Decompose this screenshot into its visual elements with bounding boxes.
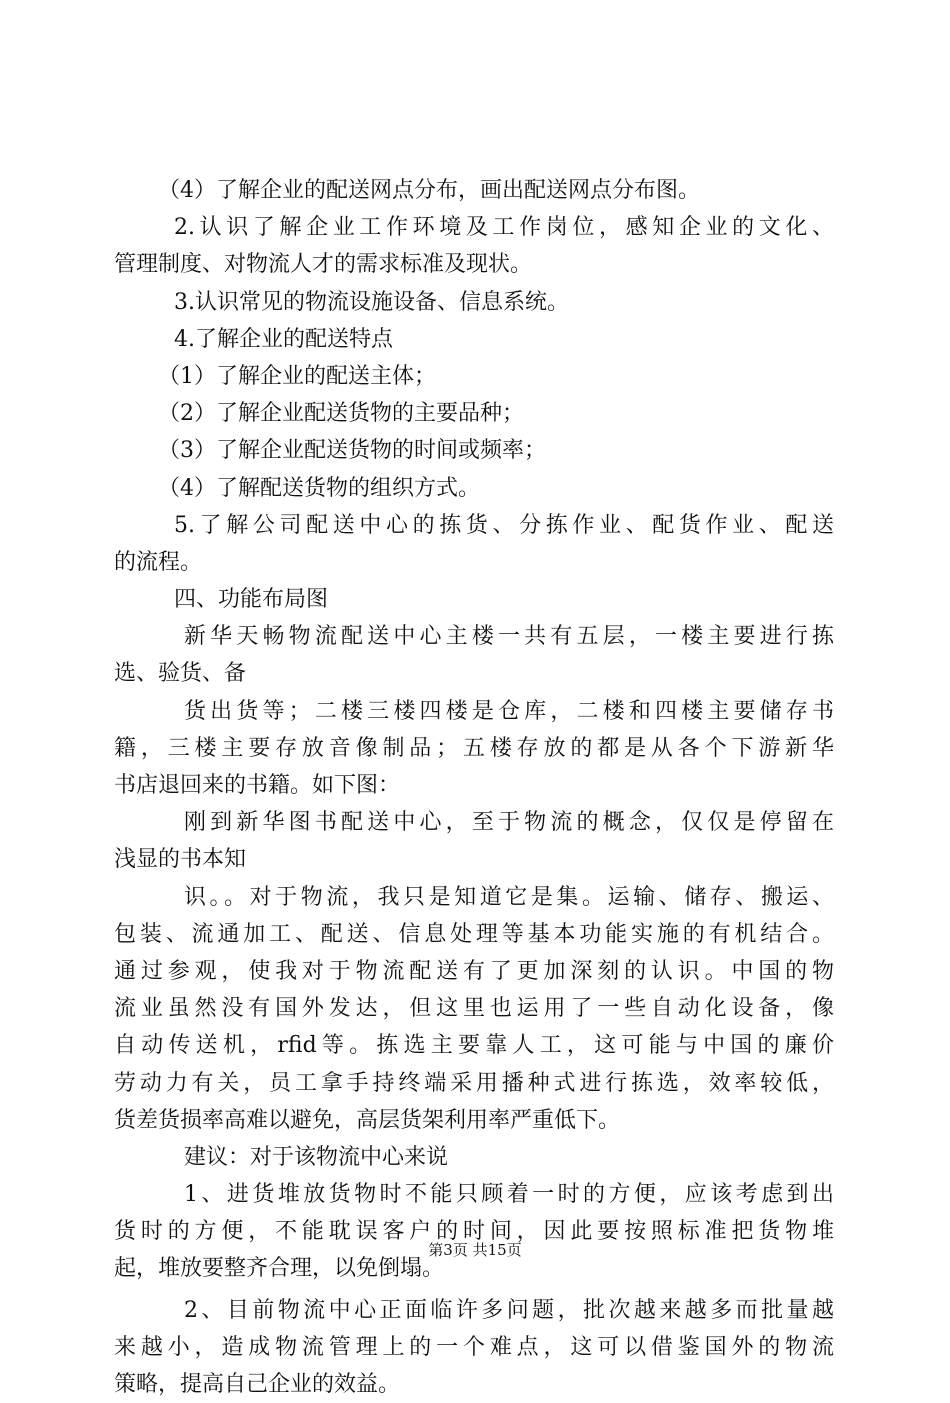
text-line: 起，堆放要整齐合理，以免倒塌。 — [114, 1256, 445, 1282]
text-line: 劳动力有关，员工拿手持终端采用播种式进行拣选，效率较低， — [114, 1070, 834, 1096]
text-line: 识。。对于物流，我只是知道它是集。运输、储存、搬运、 — [184, 884, 834, 910]
text-line: 5.了解公司配送中心的拣货、分拣作业、配货作业、配送 — [174, 512, 834, 538]
section-heading: 四、功能布局图 — [174, 587, 329, 613]
text-line: 管理制度、对物流人才的需求标准及现状。 — [114, 252, 533, 278]
text-line: 建议：对于该物流中心来说 — [184, 1144, 449, 1170]
text-line: 选、验货、备 — [114, 661, 247, 687]
text-line: 书店退回来的书籍。如下图： — [114, 773, 401, 798]
text-line: 1、进货堆放货物时不能只顾着一时的方便，应该考虑到出 — [184, 1182, 834, 1208]
text-line: 4.了解企业的配送特点 — [174, 326, 393, 352]
text-line: 2、目前物流中心正面临许多问题，批次越来越多而批量越 — [184, 1297, 834, 1323]
text-line: 流业虽然没有国外发达，但这里也运用了一些自动化设备，像 — [114, 996, 834, 1022]
text-line: 货差货损率高难以避免，高层货架利用率严重低下。 — [114, 1107, 621, 1133]
text-line: 包装、流通加工、配送、信息处理等基本功能实施的有机结合。 — [114, 921, 834, 947]
text-line: 的流程。 — [114, 549, 203, 575]
text-line: （3）了解企业配送货物的时间或频率； — [158, 438, 546, 464]
text-line: 货出货等；二楼三楼四楼是仓库，二楼和四楼主要储存书 — [184, 698, 834, 724]
text-line: 刚到新华图书配送中心，至于物流的概念，仅仅是停留在 — [184, 810, 834, 836]
text-line: （4）了解配送货物的组织方式。 — [158, 475, 480, 501]
page-number-footer: 第3页 共15页 — [428, 1241, 522, 1259]
text-line: （4）了解企业的配送网点分布，画出配送网点分布图。 — [158, 178, 700, 203]
text-line: 货时的方便，不能耽误客户的时间，因此要按照标准把货物堆 — [114, 1219, 834, 1245]
text-line: 2.认识了解企业工作环境及工作岗位，感知企业的文化、 — [174, 215, 834, 241]
text-line: 籍，三楼主要存放音像制品；五楼存放的都是从各个下游新华 — [114, 735, 834, 761]
text-line: 自动传送机，rfid等。拣选主要靠人工，这可能与中国的廉价 — [114, 1033, 834, 1059]
text-line: 浅显的书本知 — [114, 847, 247, 873]
document-body — [114, 172, 834, 1403]
text-line: 策略，提高自己企业的效益。 — [114, 1372, 401, 1397]
text-line: 3.认识常见的物流设施设备、信息系统。 — [174, 289, 569, 315]
text-line: 通过参观，使我对于物流配送有了更加深刻的认识。中国的物 — [114, 958, 834, 984]
text-line: （2）了解企业配送货物的主要品种； — [158, 401, 524, 427]
text-line: 新华天畅物流配送中心主楼一共有五层，一楼主要进行拣 — [184, 624, 834, 650]
text-line: 来越小，造成物流管理上的一个难点，这可以借鉴国外的物流 — [114, 1334, 834, 1360]
text-line: （1）了解企业的配送主体； — [158, 363, 436, 389]
